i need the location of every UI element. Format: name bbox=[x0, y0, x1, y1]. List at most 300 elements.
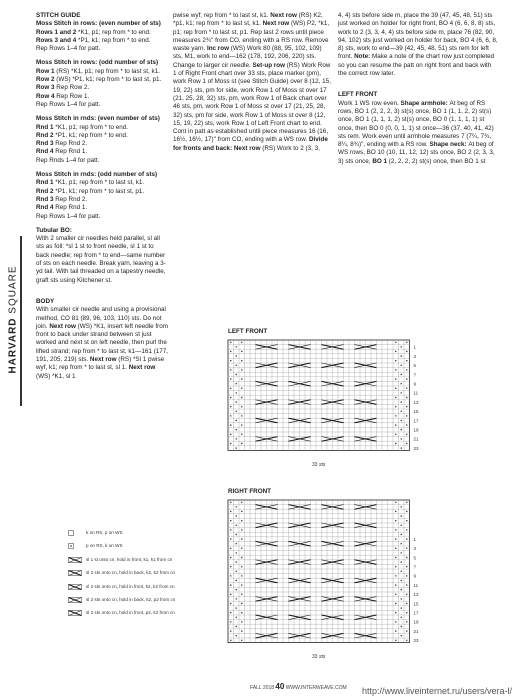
purl-dot bbox=[236, 598, 237, 599]
purl-dot bbox=[241, 388, 242, 389]
bold-run: Rnd 2 bbox=[36, 187, 56, 195]
purl-dot bbox=[230, 360, 231, 361]
key-label: k on RS, p on WS bbox=[86, 530, 123, 535]
purl-dot bbox=[241, 584, 242, 585]
purl-dot bbox=[236, 365, 237, 366]
purl-dot bbox=[241, 557, 242, 558]
purl-dot bbox=[236, 383, 237, 384]
bold-run: Tubular BO: bbox=[36, 226, 72, 234]
purl-dot bbox=[241, 443, 242, 444]
purl-dot bbox=[230, 566, 231, 567]
purl-dot bbox=[401, 589, 402, 590]
purl-dot bbox=[236, 635, 237, 636]
purl-dot bbox=[241, 378, 242, 379]
purl-dot bbox=[236, 525, 237, 526]
text-run: (RS) Work Row 1 of Right Front chart over 33 sts, place marker (pm), work Row 1 of Moss st (see Stitch Guide) over 8 (12, 15, 19, 22) sts, pm for side, work Row 1 of Moss st over 17 (21, 25, 28, 32) sts, pm, work Row 1 of Back chart over 46 sts, pm, work Row 1 of Moss st over 17 (21, 25, 28, 32) sts, pm for side, work Row 1 of Moss st over 8 (12, 15, 19, 22) sts, work Row 1 of Left Front chart to end. Cont in patt as established until piece measures 16 (16, 16½, 16½, 17)" from CO, ending with a WS row. bbox=[173, 61, 331, 144]
key-item-c3 bbox=[68, 584, 178, 589]
purl-dot bbox=[395, 640, 396, 641]
text-run: Rep Rows 1–4 for patt. bbox=[36, 100, 101, 108]
purl-dot bbox=[401, 580, 402, 581]
purl-dot bbox=[236, 534, 237, 535]
purl-dot bbox=[241, 594, 242, 595]
key-label: sl 2 sts onto cn, hold in back, k2, k2 from cn bbox=[86, 570, 176, 576]
key-item-knit bbox=[68, 530, 178, 535]
paragraph bbox=[36, 213, 168, 221]
paragraph bbox=[36, 235, 168, 285]
paragraph bbox=[36, 115, 168, 123]
key-label: sl 1 st onto cn, hold in front, k1, k1 from cn bbox=[86, 556, 173, 562]
purl-dot bbox=[395, 557, 396, 558]
key-label: sl 2 sts onto cn, hold in back, k2, p2 from cn bbox=[86, 597, 176, 603]
purl-dot bbox=[230, 640, 231, 641]
purl-dot bbox=[241, 351, 242, 352]
purl-dot bbox=[241, 434, 242, 435]
bold-run: Rows 3 and 4 bbox=[36, 36, 78, 44]
key-symbol-icon bbox=[68, 543, 82, 550]
purl-dot bbox=[406, 406, 407, 407]
text-run: (WS) *K1, insert left needle from front to back under strand between st just worked and next st on left needle, then purl the lifted strand; rep from * to last st, k1—161 (177, 191, 205, 219) sts. bbox=[36, 322, 168, 363]
purl-dot bbox=[230, 612, 231, 613]
purl-dot bbox=[230, 434, 231, 435]
section-tab-label: HARVARD SQUARE bbox=[7, 265, 19, 374]
paragraph bbox=[36, 157, 168, 165]
paragraph bbox=[36, 37, 168, 45]
text-run: Rep Row 2. bbox=[56, 84, 90, 92]
bold-run: Set-up row bbox=[252, 61, 287, 69]
purl-dot bbox=[241, 406, 242, 407]
purl-dot bbox=[230, 378, 231, 379]
purl-dot bbox=[230, 342, 231, 343]
row-number: 15 bbox=[413, 409, 419, 415]
key-symbol-icon bbox=[68, 557, 82, 564]
purl-dot bbox=[395, 369, 396, 370]
paragraph bbox=[36, 45, 168, 53]
bold-run: Moss Stitch in rows: (odd number of sts) bbox=[36, 59, 159, 67]
paragraph bbox=[173, 12, 333, 153]
key-item-c5 bbox=[68, 610, 178, 615]
bold-run: Inc row bbox=[206, 45, 231, 53]
purl-dot bbox=[236, 506, 237, 507]
text-run: *K1, p1; rep from * to end. bbox=[55, 123, 129, 131]
left-front-chart bbox=[226, 338, 428, 456]
left-front-st-count: 33 sts bbox=[312, 462, 326, 468]
purl-dot bbox=[406, 360, 407, 361]
purl-dot bbox=[395, 538, 396, 539]
purl-dot bbox=[230, 511, 231, 512]
purl-dot bbox=[241, 369, 242, 370]
purl-dot bbox=[395, 612, 396, 613]
purl-dot bbox=[395, 520, 396, 521]
key-item-c4 bbox=[68, 597, 178, 602]
paragraph bbox=[338, 12, 498, 78]
text-run: *P1, k1; rep from * to last st, p1. bbox=[55, 187, 145, 195]
purl-dot bbox=[401, 506, 402, 507]
chart-key bbox=[68, 530, 178, 624]
paragraph bbox=[36, 171, 168, 179]
purl-dot bbox=[230, 630, 231, 631]
purl-dot bbox=[230, 529, 231, 530]
purl-dot bbox=[406, 584, 407, 585]
text-run: Rep Rnd 2. bbox=[55, 140, 88, 148]
key-symbol-icon bbox=[68, 570, 82, 577]
purl-dot bbox=[395, 360, 396, 361]
purl-dot bbox=[401, 534, 402, 535]
purl-dot bbox=[401, 365, 402, 366]
row-number: 21 bbox=[413, 628, 419, 634]
purl-dot bbox=[230, 351, 231, 352]
row-number: 1 bbox=[413, 536, 417, 542]
bold-run: Moss Stitch in rnds: (even number of sts) bbox=[36, 115, 160, 123]
purl-dot bbox=[230, 594, 231, 595]
purl-dot bbox=[395, 511, 396, 512]
purl-dot bbox=[236, 580, 237, 581]
row-number: 23 bbox=[413, 638, 419, 644]
text-run: Make a note of the chart row just completed so you can resume the patt on right front and back with the correct row later. bbox=[338, 53, 495, 78]
purl-dot bbox=[230, 520, 231, 521]
purl-dot bbox=[395, 621, 396, 622]
purl-dot bbox=[395, 529, 396, 530]
paragraph-spacer bbox=[338, 78, 498, 84]
key-item-c2 bbox=[68, 570, 178, 575]
purl-dot bbox=[401, 374, 402, 375]
purl-dot bbox=[230, 415, 231, 416]
purl-dot bbox=[406, 378, 407, 379]
watermark: http://www.liveinternet.ru/users/vera-l/ bbox=[361, 686, 512, 696]
text-column-1 bbox=[36, 12, 168, 381]
paragraph bbox=[36, 29, 168, 37]
key-symbol-icon bbox=[68, 597, 82, 604]
text-run: With 2 smaller cir needles held parallel, sl all sts as foll: *sl 1 st to front needle, sl 1 st to back needle; rep from * to end—same number of sts on each needle. Break yarn, leaving a 3-yd tail. With tail threaded on a tapestry needle, graft sts using Kitchener st. bbox=[36, 235, 166, 284]
row-number: 15 bbox=[413, 601, 419, 607]
purl-dot bbox=[241, 511, 242, 512]
text-run: (WS) Work 80 (88, 95, 102, 109) sts, M1, work to end—162 (178, 192, 206, 220) sts. Change to larger cir needle. bbox=[173, 45, 322, 69]
purl-dot bbox=[236, 617, 237, 618]
key-symbol-icon bbox=[68, 530, 82, 537]
purl-dot bbox=[236, 355, 237, 356]
key-label: sl 2 sts onto cn, hold in front, k2, k2 from cn bbox=[86, 583, 175, 589]
purl-dot bbox=[236, 411, 237, 412]
text-run: *K1, p1; rep from * to end. bbox=[78, 28, 151, 36]
row-number: 17 bbox=[413, 610, 419, 616]
purl-dot bbox=[395, 443, 396, 444]
row-number: 11 bbox=[413, 390, 419, 396]
purl-dot bbox=[401, 525, 402, 526]
purl-dot bbox=[236, 626, 237, 627]
purl-dot bbox=[401, 626, 402, 627]
purl-dot bbox=[230, 557, 231, 558]
bold-run: Divide for fronts and back: Next row bbox=[173, 136, 328, 152]
row-number: 5 bbox=[413, 555, 417, 561]
purl-dot bbox=[230, 388, 231, 389]
key-symbol-icon bbox=[68, 584, 82, 591]
text-run: 4, 4) sts before side m, place the 39 (47, 45, 48, 51) sts just worked on holder for right front, BO 4 (6, 6, 8, 8) sts, work to 2 (3, 3, 4, 4) sts before side m, place 76 (82, 90, 94, 102) sts just worked on holder for back, BO 4 (6, 6, 8, 8) sts, work to end—39 (42, 45, 48, 51) sts rem for left front. bbox=[338, 12, 498, 61]
paragraph bbox=[36, 227, 168, 235]
purl-dot bbox=[395, 584, 396, 585]
purl-dot bbox=[241, 397, 242, 398]
purl-dot bbox=[406, 369, 407, 370]
purl-dot bbox=[236, 515, 237, 516]
purl-dot bbox=[241, 520, 242, 521]
purl-dot bbox=[241, 548, 242, 549]
key-item-purl bbox=[68, 543, 178, 548]
purl-dot bbox=[406, 529, 407, 530]
chart-grid-frame bbox=[228, 500, 410, 643]
bold-run: Rows 1 and 2 bbox=[36, 28, 78, 36]
section-heading: LEFT FRONT bbox=[338, 91, 378, 99]
purl-dot bbox=[406, 502, 407, 503]
row-number: 11 bbox=[413, 582, 419, 588]
purl-dot bbox=[401, 635, 402, 636]
text-run: At beg of RS rows, BO 1 (2, 2, 2, 3) st(s) once, BO 1 (1, 1, 2, 2) st(s) once, BO 1 (1, 1, 1, 2) st(s) once, BO 0 (1, 1, 1, 1) st once, then BO 0 (0, 0, 1, 1) st once—36 (37, 40, 41, 42) sts rem. Work even until armhole measures 7 (7¼, 7¾, 8¼, 8¾)", ending with a RS row. bbox=[338, 99, 494, 149]
purl-dot bbox=[406, 548, 407, 549]
text-run: (RS) *Sl 1 pwise wyf, k1; rep from * to last st, sl 1. bbox=[36, 355, 165, 372]
purl-dot bbox=[395, 594, 396, 595]
purl-dot bbox=[236, 392, 237, 393]
purl-dot bbox=[236, 589, 237, 590]
paragraph-spacer bbox=[36, 285, 168, 291]
text-run: (WS) *K1, sl 1 bbox=[36, 372, 76, 380]
paragraph bbox=[36, 196, 168, 204]
paragraph bbox=[36, 306, 168, 381]
row-number: 17 bbox=[413, 418, 419, 424]
purl-dot bbox=[236, 447, 237, 448]
text-run: (2, 2, 2, 2) st(s) once, then BO 1 st bbox=[388, 157, 486, 165]
purl-dot bbox=[395, 424, 396, 425]
text-run: pwise wyf; rep from * to last st, k1. bbox=[173, 12, 271, 19]
bold-run: Next row bbox=[270, 12, 299, 19]
bold-run: Next row bbox=[49, 322, 78, 330]
purl-dot bbox=[401, 346, 402, 347]
purl-dot bbox=[236, 571, 237, 572]
purl-dot bbox=[406, 594, 407, 595]
purl-dot bbox=[401, 515, 402, 516]
purl-dot bbox=[401, 429, 402, 430]
text-run: At beg of WS rows, BO 10 (10, 11, 12, 12) sts once, BO 2 (2, 3, 3, 3) sts once, bbox=[338, 141, 495, 165]
row-number: 5 bbox=[413, 363, 417, 369]
text-run: With smaller cir needle and using a provisional method, CO 81 (89, 96, 103, 110) sts. Do not join. bbox=[36, 306, 166, 330]
bold-run: Rnd 2 bbox=[36, 131, 56, 139]
purl-dot bbox=[406, 397, 407, 398]
paragraph bbox=[36, 93, 168, 101]
paragraph bbox=[338, 100, 498, 166]
purl-dot bbox=[236, 429, 237, 430]
purl-dot bbox=[241, 640, 242, 641]
purl-dot bbox=[395, 342, 396, 343]
bold-run: Shape neck: bbox=[429, 141, 469, 149]
bold-run: Rnd 1 bbox=[36, 179, 56, 187]
purl-dot bbox=[236, 420, 237, 421]
text-run: Rep Row 1. bbox=[56, 92, 90, 100]
purl-dot bbox=[395, 630, 396, 631]
bold-run: Moss Stitch in rnds: (odd number of sts) bbox=[36, 171, 158, 179]
bold-run: Row 3 bbox=[36, 84, 57, 92]
paragraph bbox=[36, 132, 168, 140]
purl-dot bbox=[230, 538, 231, 539]
purl-dot bbox=[241, 630, 242, 631]
bold-run: Rnd 4 bbox=[36, 148, 56, 156]
paragraph bbox=[36, 101, 168, 109]
purl-dot bbox=[241, 529, 242, 530]
purl-dot bbox=[401, 411, 402, 412]
paragraph bbox=[36, 68, 168, 76]
bold-run: Rnd 3 bbox=[36, 140, 56, 148]
purl-dot bbox=[401, 420, 402, 421]
row-number: 19 bbox=[413, 619, 419, 625]
purl-dot bbox=[236, 374, 237, 375]
purl-dot bbox=[406, 621, 407, 622]
text-run: (RS) *K1, p1; rep from * to last st, k1. bbox=[56, 67, 160, 75]
row-number: 19 bbox=[413, 427, 419, 433]
key-symbol-icon bbox=[68, 610, 82, 617]
text-run: Rep Rnd 1. bbox=[55, 204, 88, 212]
purl-dot bbox=[406, 520, 407, 521]
purl-dot bbox=[406, 434, 407, 435]
row-number: 7 bbox=[413, 372, 417, 378]
bold-run: Row 2 bbox=[36, 76, 57, 84]
row-number: 9 bbox=[413, 573, 417, 579]
purl-dot bbox=[401, 438, 402, 439]
purl-dot bbox=[401, 355, 402, 356]
purl-dot bbox=[241, 415, 242, 416]
paragraph bbox=[36, 148, 168, 156]
purl-dot bbox=[241, 566, 242, 567]
key-label: sl 2 sts onto cn, hold in front, p2, k2 from cn bbox=[86, 610, 175, 616]
purl-dot bbox=[406, 511, 407, 512]
purl-dot bbox=[241, 621, 242, 622]
page-number: 40 bbox=[275, 682, 285, 691]
purl-dot bbox=[230, 502, 231, 503]
purl-dot bbox=[401, 383, 402, 384]
purl-dot bbox=[230, 575, 231, 576]
purl-dot bbox=[406, 557, 407, 558]
purl-dot bbox=[230, 424, 231, 425]
purl-dot bbox=[230, 406, 231, 407]
purl-dot bbox=[406, 424, 407, 425]
purl-dot bbox=[230, 397, 231, 398]
bold-run: Next row bbox=[128, 364, 156, 372]
purl-dot bbox=[230, 621, 231, 622]
purl-dot bbox=[236, 346, 237, 347]
paragraph bbox=[36, 76, 168, 84]
purl-dot bbox=[395, 566, 396, 567]
purl-dot bbox=[406, 351, 407, 352]
purl-dot bbox=[401, 543, 402, 544]
bold-run: Row 4 bbox=[36, 92, 57, 100]
text-run: Work 1 WS row even. bbox=[338, 99, 401, 107]
purl-dot bbox=[395, 502, 396, 503]
purl-dot bbox=[401, 571, 402, 572]
text-run: Rep Rows 1–4 for patt. bbox=[36, 45, 101, 53]
purl-dot bbox=[406, 612, 407, 613]
bold-run: Moss Stitch in rows: (even number of sts) bbox=[36, 20, 161, 28]
paragraph bbox=[36, 188, 168, 196]
text-run: *P1, k1; rep from * to end. bbox=[78, 36, 151, 44]
row-number: 13 bbox=[413, 592, 419, 598]
row-number: 7 bbox=[413, 564, 417, 570]
text-run: Rep Rnds 1–4 for patt. bbox=[36, 156, 100, 164]
paragraph bbox=[36, 59, 168, 67]
footer-site: WWW.INTERWEAVE.COM bbox=[285, 685, 347, 691]
purl-dot bbox=[401, 392, 402, 393]
bold-run: Rnd 4 bbox=[36, 204, 56, 212]
row-number: 3 bbox=[413, 546, 417, 552]
bold-run: BO 1 bbox=[372, 157, 389, 165]
purl-dot bbox=[241, 424, 242, 425]
key-item-c1 bbox=[68, 557, 178, 562]
footer-season: FALL 2018 bbox=[250, 685, 275, 691]
purl-dot bbox=[406, 630, 407, 631]
bold-run: Note: bbox=[354, 53, 372, 61]
purl-dot bbox=[241, 360, 242, 361]
purl-dot bbox=[395, 603, 396, 604]
purl-dot bbox=[236, 543, 237, 544]
right-front-chart-title: RIGHT FRONT bbox=[228, 488, 272, 495]
purl-dot bbox=[406, 538, 407, 539]
text-run: (RS) K2, *p1, k1; rep from * to last st, k1. bbox=[173, 12, 323, 28]
purl-dot bbox=[406, 415, 407, 416]
purl-dot bbox=[406, 575, 407, 576]
purl-dot bbox=[401, 401, 402, 402]
purl-dot bbox=[236, 561, 237, 562]
purl-dot bbox=[406, 640, 407, 641]
purl-dot bbox=[241, 538, 242, 539]
purl-dot bbox=[236, 401, 237, 402]
purl-dot bbox=[241, 502, 242, 503]
purl-dot bbox=[236, 552, 237, 553]
row-number: 21 bbox=[413, 436, 419, 442]
text-run: *P1, k1; rep from * to end. bbox=[55, 131, 128, 139]
bold-run: Next row bbox=[89, 355, 119, 363]
purl-dot bbox=[401, 552, 402, 553]
bold-run: Rnd 3 bbox=[36, 195, 56, 203]
page-footer bbox=[250, 682, 347, 691]
bold-run: Shape armhole: bbox=[400, 99, 450, 107]
key-label: p on RS, k on WS bbox=[86, 543, 123, 549]
text-run: Rep Rows 1–4 for patt. bbox=[36, 212, 101, 220]
paragraph bbox=[36, 179, 168, 187]
paragraph bbox=[36, 20, 168, 28]
row-number: 23 bbox=[413, 445, 419, 451]
purl-dot bbox=[241, 575, 242, 576]
purl-dot bbox=[230, 443, 231, 444]
bold-run: Rnd 1 bbox=[36, 123, 56, 131]
purl-dot bbox=[241, 603, 242, 604]
section-heading: BODY bbox=[36, 297, 55, 305]
purl-dot bbox=[230, 603, 231, 604]
purl-dot bbox=[395, 397, 396, 398]
purl-dot bbox=[395, 548, 396, 549]
purl-dot bbox=[395, 378, 396, 379]
left-front-chart-title: LEFT FRONT bbox=[228, 328, 268, 335]
right-front-chart bbox=[226, 498, 428, 648]
text-column-2 bbox=[173, 12, 333, 153]
section-tab-bar bbox=[20, 236, 22, 406]
purl-dot bbox=[395, 351, 396, 352]
section-heading: STITCH GUIDE bbox=[36, 12, 81, 19]
purl-dot bbox=[406, 566, 407, 567]
purl-dot bbox=[241, 342, 242, 343]
text-run: (WS) P2, *k1, p1; rep from * to last st, p1. Rep last 2 rows until piece measures 2¾" from CO, ending with a RS row. Remove waste yarn. bbox=[173, 20, 330, 53]
purl-dot bbox=[395, 575, 396, 576]
purl-dot bbox=[406, 388, 407, 389]
row-number: 1 bbox=[413, 344, 417, 350]
purl-dot bbox=[401, 607, 402, 608]
purl-dot bbox=[401, 617, 402, 618]
purl-dot bbox=[236, 607, 237, 608]
row-number: 3 bbox=[413, 353, 417, 359]
purl-dot bbox=[406, 342, 407, 343]
purl-dot bbox=[395, 406, 396, 407]
